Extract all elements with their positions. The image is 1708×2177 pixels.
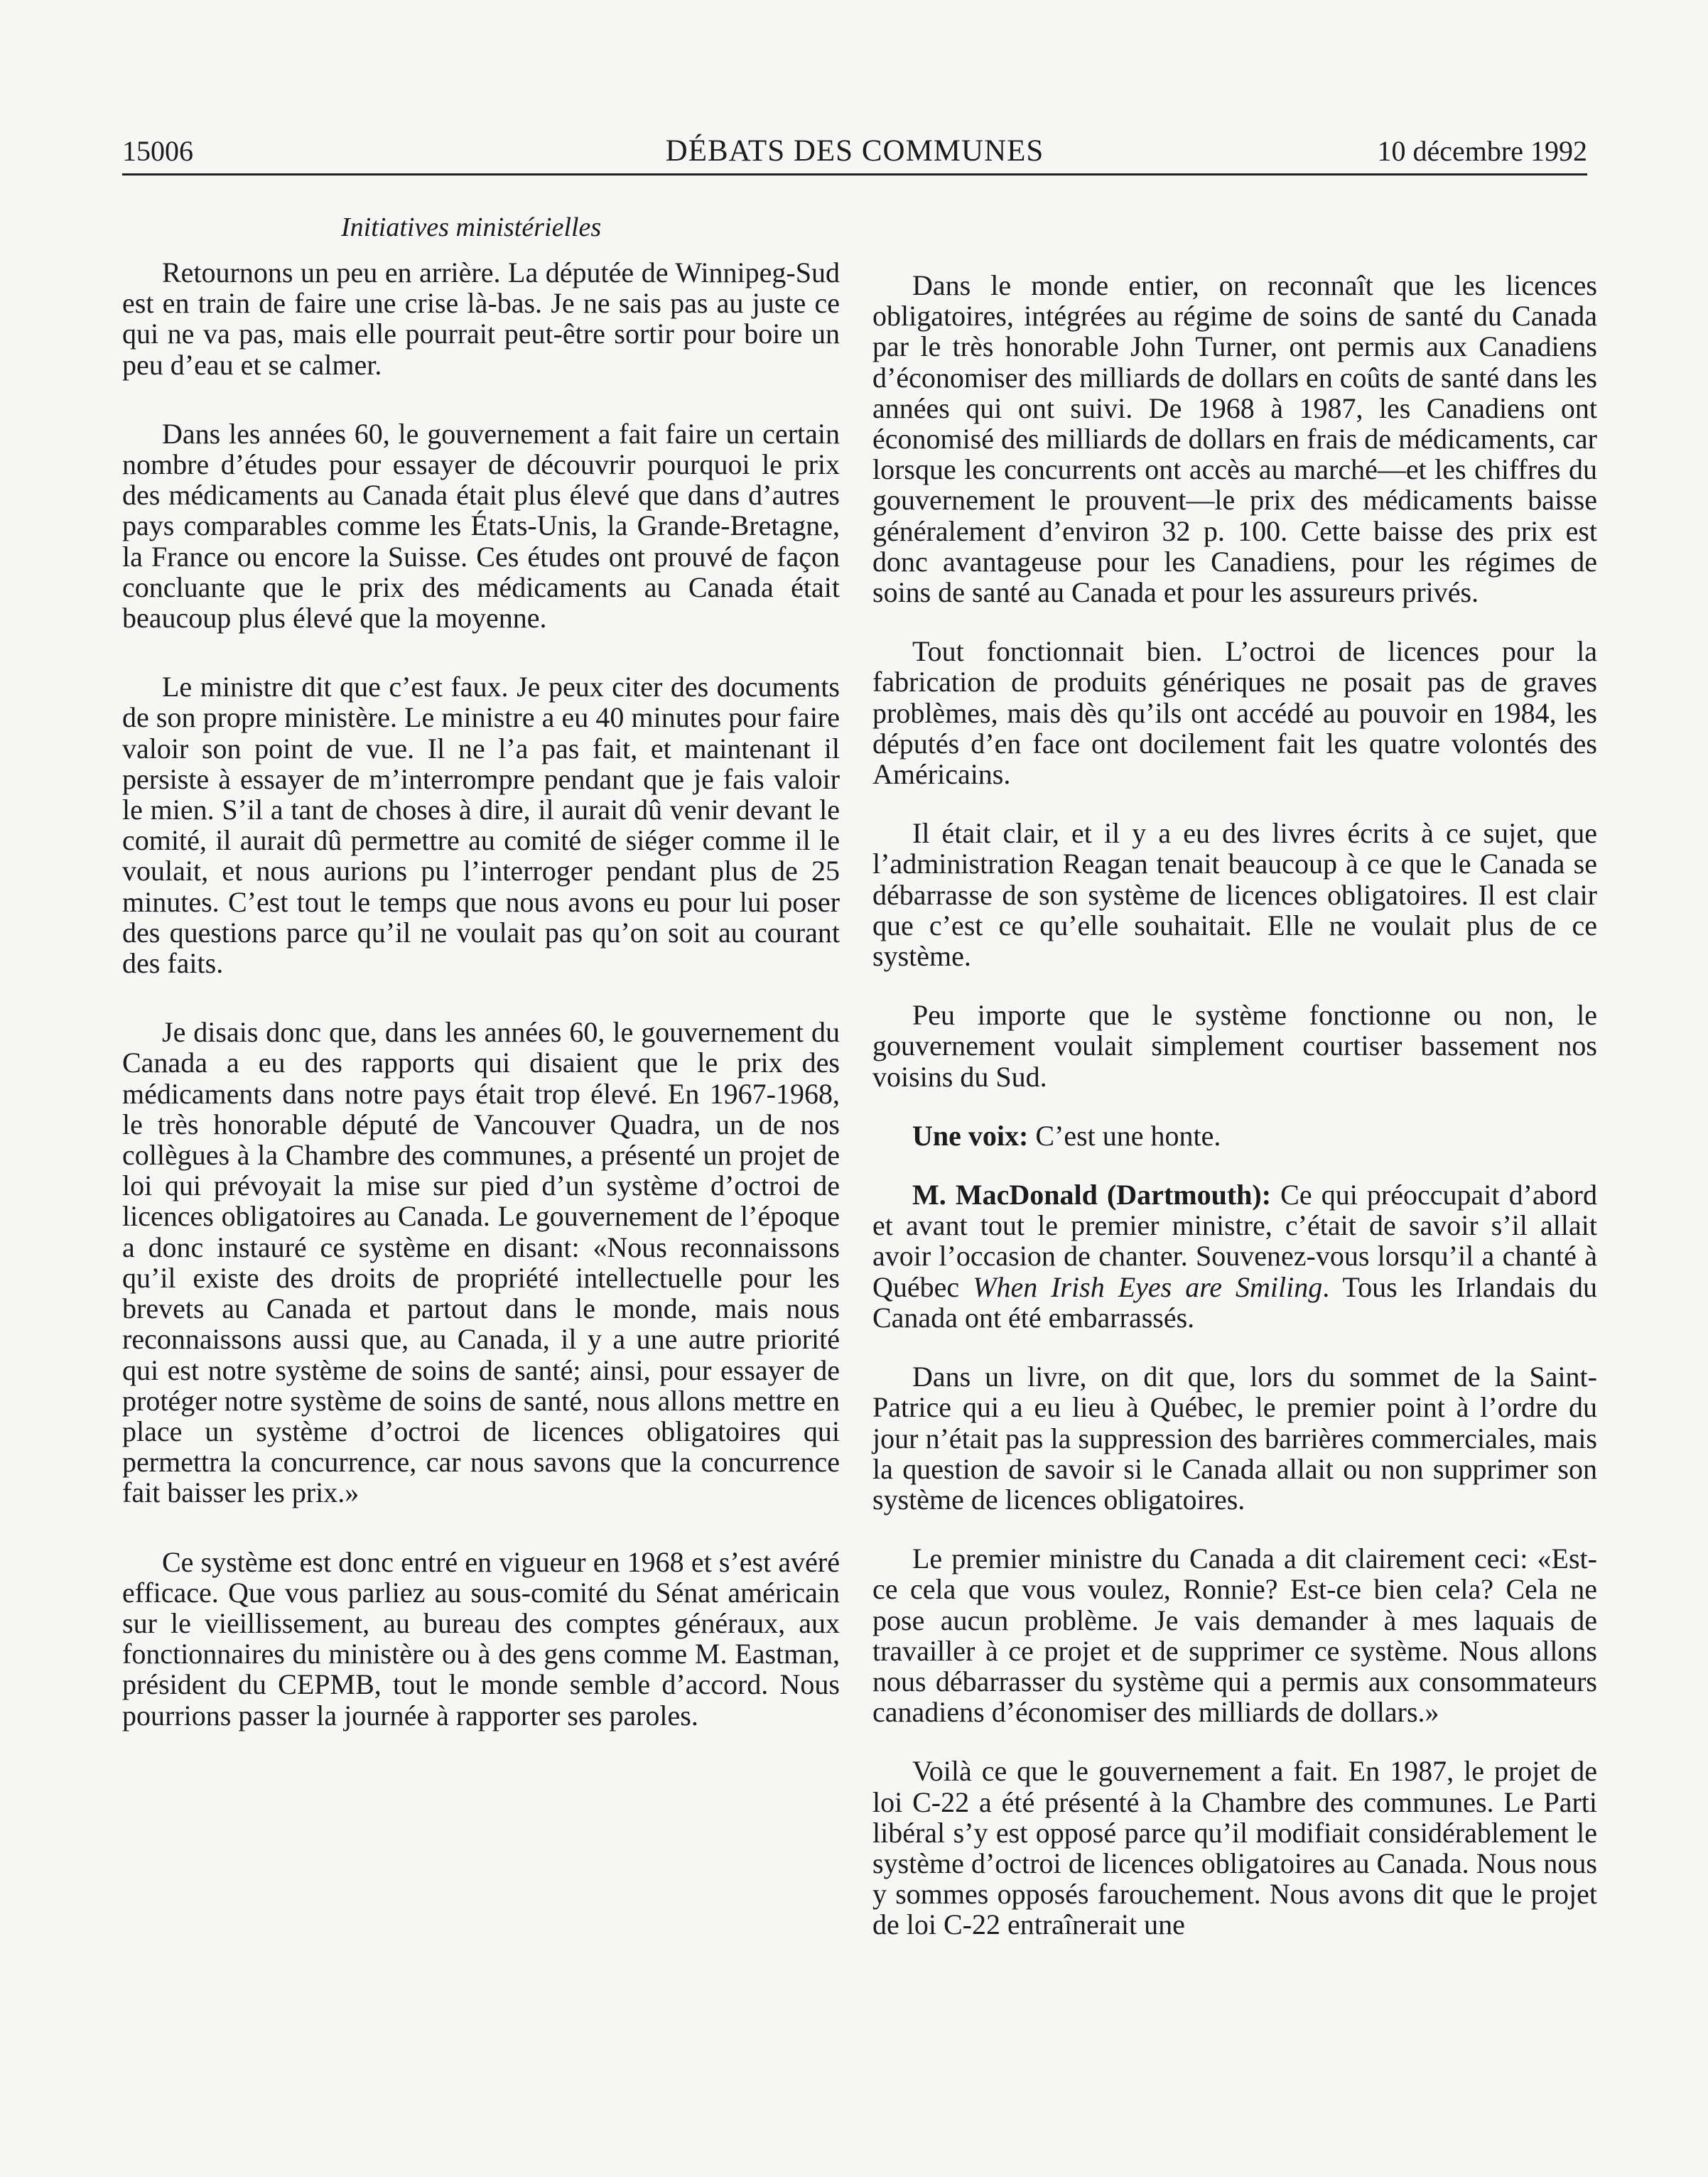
paragraph: Il était clair, et il y a eu des livres écrits à ce sujet, que l’administration Reagan tenait beaucoup à ce que le Canada se débarrasse de son système de licences obligatoires. Il est clair que c’est ce qu’elle souhaitait. Elle ne voulait plus de ce système. — [872, 817, 1597, 973]
speech-paragraph — [872, 1179, 1597, 1333]
speaker-name: M. MacDonald (Dartmouth): — [912, 1179, 1272, 1211]
section-title: Initiatives ministérielles — [341, 212, 602, 242]
header-rule — [122, 173, 1587, 175]
publication-date: 10 décembre 1992 — [1377, 135, 1587, 167]
paragraph: Le ministre dit que c’est faux. Je peux citer des documents de son propre ministère. Le ministre a eu 40 minutes pour faire valoir son point de vue. Il ne l’a pas fait, et maintenant il persiste à essayer de m’interrompre pendant que je fais valoir le mien. S’il a tant de choses à dire, il aurait dû venir devant le comité, il aurait dû permettre au comité de siéger comme il le voulait, et nous aurions pu l’interroger pendant plus de 25 minutes. C’est tout le temps que nous avons eu pour lui poser des questions parce qu’il ne voulait pas qu’on soit au courant des faits. — [122, 671, 840, 980]
paragraph: Ce système est donc entré en vigueur en 1968 et s’est avéré efficace. Que vous parliez au sous-comité du Sénat américain sur le vieillissement, au bureau des comptes généraux, aux fonctionnaires du ministère ou à des gens comme M. Eastman, président du CEPMB, tout le monde semble d’accord. Nous pourrions passer la journée à rapporter ses paroles. — [122, 1545, 840, 1732]
left-column — [122, 257, 840, 1769]
speech-text: C’est une honte. — [1028, 1119, 1221, 1152]
speaker-name: Une voix: — [912, 1119, 1029, 1152]
paragraph: Dans le monde entier, on reconnaît que les licences obligatoires, intégrées au régime de soins de santé du Canada par le très honorable John Turner, ont permis aux Canadiens d’économiser des milliards de dollars en coûts de santé dans les années qui ont suivi. De 1968 à 1987, les Canadiens ont économisé des milliards de dollars en frais de médicaments, car lorsque les concurrents ont accès au marché—et les chiffres du gouvernement le prouvent—le prix des médicaments baisse généralement d’environ 32 p. 100. Cette baisse des prix est donc avantageuse pour les Canadiens, pour les régimes de soins de santé au Canada et pour les assureurs privés. — [872, 269, 1597, 609]
interjection-paragraph — [872, 1120, 1597, 1151]
page-header — [122, 134, 1587, 176]
song-title: When Irish Eyes are Smiling — [973, 1270, 1323, 1303]
page-number: 15006 — [122, 135, 193, 167]
paragraph: Je disais donc que, dans les années 60, le gouvernement du Canada a eu des rapports qui disaient que le prix des médicaments dans notre pays était trop élevé. En 1967-1968, le très honorable député de Vancouver Quadra, un de nos collègues à la Chambre des communes, a présenté un projet de loi qui prévoyait la mise sur pied d’un système d’octroi de licences obligatoires au Canada. Le gouvernement de l’époque a donc instauré ce système en disant: «Nous reconnaissons qu’il existe des droits de propriété intellectuelle pour les brevets au Canada et partout dans le monde, mais nous reconnaissons aussi que, au Canada, il y a une autre priorité qui est notre système de soins de santé; ainsi, pour essayer de protéger notre système de soins de santé, nous allons mettre en place un système d’octroi de licences obligatoires qui permettra la concurrence, car nous savons que la concurrence fait baisser les prix.» — [122, 1016, 840, 1509]
paragraph: Tout fonctionnait bien. L’octroi de licences pour la fabrication de produits génériques ne posait pas de graves problèmes, mais dès qu’ils ont accédé au pouvoir en 1984, les députés d’en face ont docilement fait les quatre volontés des Américains. — [872, 635, 1597, 791]
paragraph: Dans les années 60, le gouvernement a fait faire un certain nombre d’études pour essayer de découvrir pourquoi le prix des médicaments au Canada était plus élevé que dans d’autres pays comparables comme les États-Unis, la Grande-Bretagne, la France ou encore la Suisse. Ces études ont prouvé de façon concluante que le prix des médicaments au Canada était beaucoup plus élevé que la moyenne. — [122, 417, 840, 634]
speech-text: Ce qui préoccupait d’abord et avant tout le premier ministre, c’était de savoir s’il allait avoir l’occasion de chanter. Souvenez-vous lorsqu’il a chanté à Québec — [872, 1179, 1597, 1303]
publication-title: DÉBATS DES COMMUNES — [665, 134, 1044, 168]
paragraph: Voilà ce que le gouvernement a fait. En 1987, le projet de loi C-22 a été présenté à la Chambre des communes. Le Parti libéral s’y est opposé parce qu’il modifiait considérablement le système d’octroi de licences obligatoires au Canada. Nous nous y sommes opposés farouchement. Nous avons dit que le projet de loi C-22 entraînerait une — [872, 1755, 1597, 1941]
paragraph: Dans un livre, on dit que, lors du sommet de la Saint-Patrice qui a eu lieu à Québec, le premier point à l’ordre du jour n’était pas la suppression des barrières commerciales, mais la question de savoir si le Canada allait ou non supprimer son système de licences obligatoires. — [872, 1361, 1597, 1516]
paragraph: Peu importe que le système fonctionne ou non, le gouvernement voulait simplement courtiser bassement nos voisins du Sud. — [872, 999, 1597, 1093]
paragraph: Le premier ministre du Canada a dit clairement ceci: «Est-ce cela que vous voulez, Ronnie? Est-ce bien cela? Cela ne pose aucun problème. Je vais demander à mes laquais de travailler à ce projet et de supprimer ce système. Nous allons nous débarrasser du système qui a permis aux consommateurs canadiens d’économiser des milliards de dollars.» — [872, 1543, 1597, 1729]
speech-text: . Tous les Irlandais du Canada ont été embarrassés. — [872, 1270, 1597, 1334]
right-column — [872, 270, 1597, 1969]
paragraph: Retournons un peu en arrière. La députée de Winnipeg-Sud est en train de faire une crise là-bas. Je ne sais pas au juste ce qui ne va pas, mais elle pourrait peut-être sortir pour boire un peu d’eau et se calmer. — [122, 256, 840, 381]
